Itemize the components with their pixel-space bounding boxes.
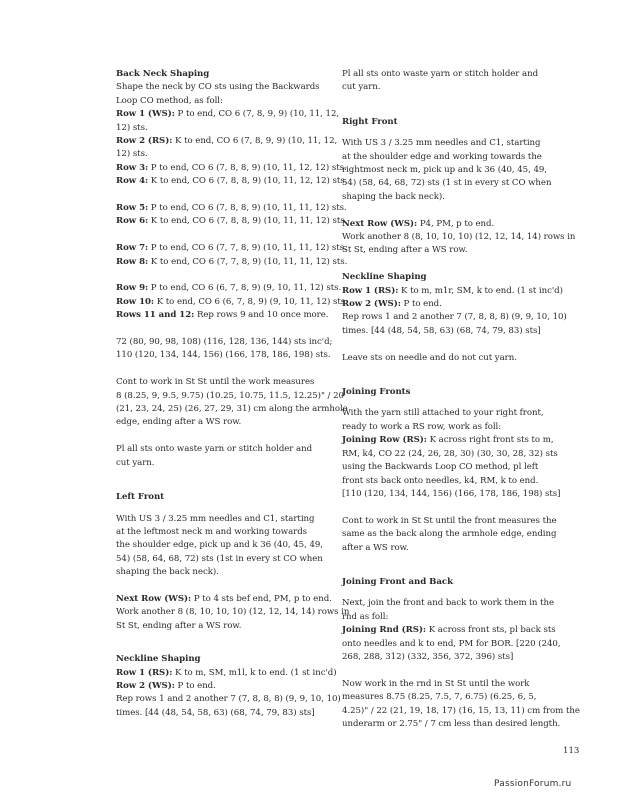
row-instruction: Next Row (WS): P4, PM, p to end.	[342, 218, 495, 229]
back-neck-section	[116, 68, 348, 189]
intro-line: Shape the neck by CO sts using the Backwards	[116, 82, 320, 93]
joining-front-back-paragraph	[342, 597, 561, 664]
count-line: 110 (120, 134, 144, 156) (166, 178, 186, 198) sts.	[116, 350, 331, 361]
row-instruction: Row 1 (RS): K to m, SM, m1l, k to end. (1 st inc'd)	[116, 667, 337, 678]
stitch-count	[116, 336, 333, 363]
text-line: same as the back along the armhole edge, ending	[342, 529, 557, 540]
text-line: Pl all sts onto waste yarn or stitch holder and	[342, 69, 539, 79]
right-neckline-section	[342, 271, 567, 338]
text-line: St St, ending after a WS row.	[342, 245, 468, 256]
text-line: With the yarn still attached to your right front,	[342, 408, 544, 419]
text-line: Cont to work in St St until the front measures the	[342, 515, 557, 526]
text-line: 8 (8.25, 9, 9.5, 9.75) (10.25, 10.75, 11.5, 12.25)" / 20	[116, 390, 344, 401]
row-instruction: Row 3: P to end, CO 6 (7, 8, 8, 9) (10, 11, 12, 12) sts.	[116, 162, 347, 173]
place-sts-paragraph	[342, 68, 538, 95]
row-instruction: Row 8: K to end, CO 6 (7, 7, 8, 9) (10, 11, 11, 12) sts.	[116, 256, 348, 267]
count-line: 72 (80, 90, 98, 108) (116, 128, 136, 144) sts inc'd;	[116, 337, 333, 348]
row-instruction: Row 5: P to end, CO 6 (7, 8, 8, 9) (10, 11, 11, 12) sts.	[116, 203, 347, 214]
row-instruction: Joining Row (RS): K across right front sts to m,	[342, 435, 554, 446]
rows-5-6	[116, 202, 348, 229]
text-line: With US 3 / 3.25 mm needles and C1, starting	[342, 138, 541, 149]
joining-fronts-paragraph	[342, 407, 561, 501]
text-line: St St, ending after a WS row.	[116, 620, 242, 631]
row-instruction: Row 10: K to end, CO 6 (6, 7, 8, 9) (9, 10, 11, 12) sts.	[116, 296, 348, 307]
text-line: With US 3 / 3.25 mm needles and C1, starting	[116, 513, 315, 524]
text-line: front sts back onto needles, k4, RM, k to end.	[342, 475, 539, 486]
text-line: rnd as foll:	[342, 611, 389, 622]
text-line: 54) (58, 64, 68, 72) sts (1 st in every st CO when	[342, 178, 552, 189]
neckline-heading: Neckline Shaping	[116, 654, 201, 665]
neckline-heading: Neckline Shaping	[342, 272, 427, 283]
text-line: Pl all sts onto waste yarn or stitch holder and	[116, 444, 313, 455]
text-line: Rep rows 1 and 2 another 7 (7, 8, 8, 8) (9, 9, 10, 10)	[116, 694, 341, 705]
next-row-paragraph	[342, 218, 576, 258]
text-line: onto needles and k to end, PM for BOR. [220 (240,	[342, 638, 561, 649]
text-line: 54) (58, 64, 68, 72) sts (1st in every st CO when	[116, 553, 323, 564]
place-sts-paragraph	[116, 443, 312, 470]
text-line: 268, 288, 312) (332, 356, 372, 396) sts]	[342, 651, 514, 662]
text-line: Now work in the rnd in St St until the work	[342, 678, 530, 689]
text-line: shaping the back neck).	[116, 567, 219, 578]
row-instruction-cont: 12) sts.	[116, 122, 148, 133]
row-instruction-cont: 12) sts.	[116, 149, 148, 160]
text-line: (21, 23, 24, 25) (26, 27, 29, 31) cm along the armhole	[116, 404, 348, 415]
text-line: cut yarn.	[116, 457, 155, 468]
left-column	[116, 68, 350, 720]
text-line: RM, k4, CO 22 (24, 26, 28, 30) (30, 30, 28, 32) sts	[342, 448, 558, 459]
right-front-paragraph	[342, 137, 552, 204]
text-line: shaping the back neck).	[342, 191, 445, 202]
leave-sts-line	[342, 352, 538, 365]
text-line: Rep rows 1 and 2 another 7 (7, 8, 8, 8) (9, 9, 10, 10)	[342, 312, 567, 323]
intro-line: Loop CO method, as foll:	[116, 95, 223, 106]
left-front-heading: Left Front	[116, 492, 165, 503]
row-instruction: Joining Rnd (RS): K across front sts, pl back sts	[342, 625, 556, 636]
text-line: Work another 8 (8, 10, 10, 10) (12, 12, 14, 14) rows in	[116, 607, 350, 618]
row-instruction: Row 1 (WS): P to end, CO 6 (7, 8, 9, 9) (10, 11, 12,	[116, 109, 340, 120]
text-line: rightmost neck m, pick up and k 36 (40, 45, 49,	[342, 165, 547, 176]
rows-7-8	[116, 242, 348, 269]
back-neck-heading: Back Neck Shaping	[116, 69, 210, 79]
row-instruction: Row 4: K to end, CO 6 (7, 8, 8, 9) (10, 11, 12, 12) sts.	[116, 176, 348, 187]
text-line: [110 (120, 134, 144, 156) (166, 178, 186, 198) sts]	[342, 488, 561, 499]
row-instruction: Row 1 (RS): K to m, m1r, SM, k to end. (1 st inc'd)	[342, 285, 563, 296]
page-number: 113	[563, 746, 580, 756]
now-work-paragraph	[342, 678, 580, 732]
row-instruction: Row 9: P to end, CO 6 (6, 7, 8, 9) (9, 10, 11, 12) sts.	[116, 283, 342, 294]
text-line: times. [44 (48, 54, 58, 63) (68, 74, 79, 83) sts]	[116, 707, 315, 718]
text-line: Next, join the front and back to work them in the	[342, 598, 555, 609]
right-front-heading: Right Front	[342, 116, 398, 127]
text-line: edge, ending after a WS row.	[116, 417, 242, 428]
text-line: after a WS row.	[342, 542, 409, 553]
text-line: Work another 8 (8, 10, 10, 10) (12, 12, 14, 14) rows in	[342, 232, 576, 243]
watermark: PassionForum.ru	[494, 779, 572, 789]
text-line: using the Backwards Loop CO method, pl left	[342, 462, 539, 473]
text-line: at the leftmost neck m and working towards	[116, 526, 308, 537]
text-line: Cont to work in St St until the work measures	[116, 377, 315, 388]
text-line: at the shoulder edge and working towards the	[342, 151, 542, 162]
rows-9-12	[116, 282, 348, 322]
text-line: underarm or 2.75" / 7 cm less than desired length.	[342, 718, 561, 729]
row-instruction: Next Row (WS): P to 4 sts bef end, PM, p to end.	[116, 593, 332, 604]
continue-paragraph	[116, 376, 348, 430]
right-column	[342, 68, 580, 745]
text-line: measures 8.75 (8.25, 7.5, 7, 6.75) (6.25, 6, 5,	[342, 692, 537, 703]
text-line: the shoulder edge, pick up and k 36 (40, 45, 49,	[116, 540, 323, 551]
continue-paragraph	[342, 515, 557, 555]
left-neckline-section	[116, 653, 341, 720]
text-line: times. [44 (48, 54, 58, 63) (68, 74, 79, 83) sts]	[342, 325, 541, 336]
next-row-paragraph	[116, 593, 350, 633]
joining-front-back-heading: Joining Front and Back	[342, 576, 453, 587]
row-instruction: Row 7: P to end, CO 6 (7, 7, 8, 9) (10, 11, 11, 12) sts.	[116, 243, 347, 254]
row-instruction: Row 6: K to end, CO 6 (7, 8, 8, 9) (10, 11, 11, 12) sts.	[116, 216, 348, 227]
text-line: cut yarn.	[342, 82, 381, 93]
joining-fronts-heading: Joining Fronts	[342, 387, 411, 398]
text-line: Leave sts on needle and do not cut yarn.	[342, 352, 517, 363]
row-instruction: Rows 11 and 12: Rep rows 9 and 10 once more.	[116, 310, 329, 321]
row-instruction: Row 2 (WS): P to end.	[342, 299, 442, 310]
text-line: 4.25)" / 22 (21, 19, 18, 17) (16, 15, 13, 11) cm from the	[342, 705, 580, 716]
text-line: ready to work a RS row, work as foll:	[342, 421, 502, 432]
left-front-paragraph	[116, 513, 323, 580]
row-instruction: Row 2 (RS): K to end, CO 6 (7, 8, 9, 9) (10, 11, 12,	[116, 136, 338, 147]
row-instruction: Row 2 (WS): P to end.	[116, 680, 216, 691]
